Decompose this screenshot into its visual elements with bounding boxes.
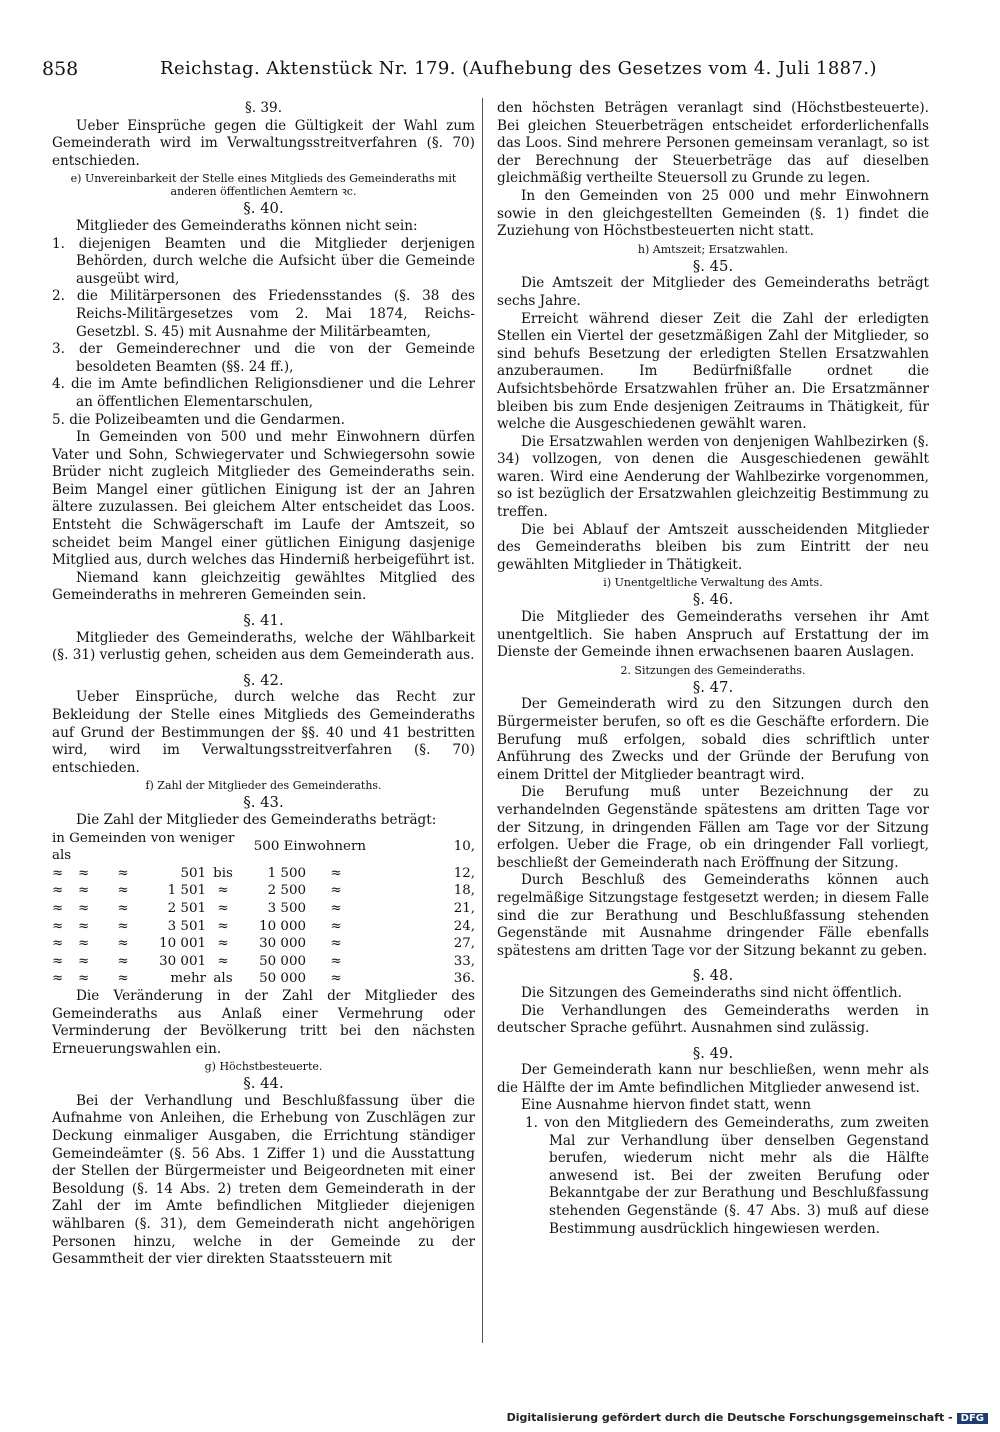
section-39-text: Ueber Einsprüche gegen die Gültigkeit der Wahl zum Gemeinderath wird im Verwaltungsstreitverfahren (§. 70) entschieden. (52, 117, 475, 169)
section-41-text: Mitglieder des Gemeinderaths, welche der Wählbarkeit (§. 31) verlustig gehen, scheiden aus dem Gemeinderath aus. (52, 629, 475, 664)
section-48-paragraph: Die Sitzungen des Gemeinderaths sind nicht öffentlich. (521, 984, 902, 1001)
section-49-paragraph: Eine Ausnahme hiervon findet statt, wenn (521, 1097, 812, 1114)
table-cell: 33, (453, 953, 475, 969)
table-cell: ≈ (52, 918, 64, 934)
table-cell: ≈ (330, 936, 342, 952)
table-cell: ≈ (330, 918, 342, 934)
table-cell: 36. (453, 971, 475, 987)
table-row (52, 830, 475, 865)
table-cell: 500 Einwohnern (253, 839, 366, 855)
table-cell: 2 500 (267, 883, 306, 899)
subheading-2: 2. Sitzungen des Gemeinderaths. (620, 663, 806, 677)
table-cell: ≈ (330, 953, 342, 969)
table-row (52, 900, 475, 918)
table-cell: 1 501 (167, 883, 206, 899)
section-45-paragraph: Die bei Ablauf der Amtszeit ausscheidenden Mitglieder des Gemeinderaths bleiben bis zum Eintritt der neu gewählten Mitglieder in Thätigkeit. (497, 521, 929, 573)
section-47-paragraph: Durch Beschluß des Gemeinderaths können auch regelmäßige Sitzungstage festgesetzt werden; in diesem Falle sind die zur Berathung und Beschlußfassung stehenden Gegenstände mit Ausnahme dringender Fälle ebenfalls spätestens am dritten Tage vor der Sitzung bekannt zu geben. (497, 872, 929, 959)
section-45-heading: §. 45. (692, 257, 734, 275)
section-43-heading: §. 43. (243, 794, 284, 812)
subheading-e: e) Unvereinbarkeit der Stelle eines Mitglieds des Gemeinderaths mit anderen öffentlichen Aemtern ꝛc. (70, 172, 457, 199)
table-cell: ≈ (117, 883, 129, 899)
table-row (52, 865, 475, 883)
section-44-continuation: den höchsten Beträgen veranlagt sind (Höchstbesteuerte). Bei gleichen Steuerbeträgen entscheidet erforderlichenfalls das Loos. Sind mehrere Personen gemeinsam veranlagt, so ist der Berechnung der Steuerbeträge das auf dieselben gleichmäßig vertheilte Steuersoll zu Grunde zu legen. (497, 100, 929, 187)
table-cell: ≈ (52, 900, 64, 916)
table-cell: in Gemeinden von weniger als (52, 830, 235, 864)
table-cell: ≈ (117, 936, 129, 952)
table-cell: 3 501 (167, 918, 206, 934)
table-row (52, 953, 475, 971)
section-40-item: 1. diejenigen Beamten und die Mitglieder derjenigen Behörden, durch welche die Aufsicht über die Gemeinde ausgeübt wird, (52, 235, 475, 287)
section-47-paragraph: Der Gemeinderath wird zu den Sitzungen durch den Bürgermeister berufen, so oft es die Geschäfte erfordern. Die Berufung muß erfolgen, sobald dies schriftlich unter Anführung des Zwecks und der Gründe der Berufung von einem Drittel der Mitglieder beantragt wird. (497, 696, 929, 783)
table-cell: ≈ (217, 883, 229, 899)
section-49-item: 1. von den Mitgliedern des Gemeinderaths, zum zweiten Mal zur Verhandlung über denselben Gegenstand berufen, wiederum nicht mehr als die Hälfte anwesend ist. Bei der zweiten Berufung oder Bekanntgabe der zur Berathung und Beschlußfassung stehenden Gegenstände (§. 47 Abs. 3) muß auf diese Bestimmung ausdrücklich hingewiesen werden. (525, 1115, 929, 1237)
left-column (52, 100, 475, 1269)
table-cell: ≈ (78, 971, 90, 987)
subheading-g: g) Höchstbesteuerte. (204, 1060, 323, 1074)
table-cell: 10 000 (259, 918, 306, 934)
section-40-item: 5. die Polizeibeamten und die Gendarmen. (52, 411, 345, 428)
table-cell: als (213, 971, 233, 987)
table-cell: ≈ (78, 953, 90, 969)
section-40-heading: §. 40. (243, 200, 284, 218)
table-cell: ≈ (117, 918, 129, 934)
section-43-intro: Die Zahl der Mitglieder des Gemeinderaths beträgt: (76, 811, 437, 828)
table-cell: 27, (453, 936, 475, 952)
table-cell: mehr (170, 971, 206, 987)
section-49-heading: §. 49. (692, 1044, 734, 1062)
table-row (52, 970, 475, 988)
section-42-text: Ueber Einsprüche, durch welche das Recht zur Bekleidung der Stelle eines Mitglieds des Gemeinderaths auf Grund der Bestimmungen der §§. 40 und 41 bestritten wird, wird im Verwaltungsstreitverfahren (§. 70) entschieden. (52, 689, 475, 776)
section-46-heading: §. 46. (692, 591, 734, 609)
section-42-heading: §. 42. (243, 671, 284, 689)
running-title: Reichstag. Aktenstück Nr. 179. (Aufhebung des Gesetzes vom 4. Juli 1887.) (160, 58, 877, 79)
table-cell: 24, (453, 918, 475, 934)
table-cell: ≈ (117, 971, 129, 987)
table-cell: ≈ (330, 900, 342, 916)
section-40-paragraph: In Gemeinden von 500 und mehr Einwohnern dürfen Vater und Sohn, Schwiegervater und Schwiegersohn sowie Brüder nicht zugleich Mitglieder des Gemeinderaths sein. Beim Mangel einer gütlichen Einigung ist der an Jahren ältere zuzulassen. Bei gleichem Alter entscheidet das Loos. Entsteht die Schwägerschaft im Laufe der Amtszeit, so scheidet beim Mangel einer gütlichen Einigung dasjenige Mitglied aus, durch welches das Hinderniß herbeigeführt ist. (52, 429, 475, 569)
section-44-heading: §. 44. (243, 1075, 284, 1093)
right-column (497, 100, 929, 1238)
section-45-paragraph: Erreicht während dieser Zeit die Zahl der erledigten Stellen ein Viertel der gesetzmäßigen Zahl der Mitglieder, so sind behufs Besetzung der erledigten Stellen Ersatzwahlen anzuberaumen. Im Bedürfnißfalle ordnet die Aufsichtsbehörde Ersatzwahlen früher an. Die Ersatzmänner bleiben bis zum Ende desjenigen Zeitraums in Thätigkeit, für welche die Ausgeschiedenen gewählt waren. (497, 310, 929, 433)
table-cell: ≈ (52, 865, 64, 881)
table-cell: ≈ (52, 953, 64, 969)
section-43-paragraph: Die Veränderung in der Zahl der Mitglieder des Gemeinderaths aus Anlaß einer Vermehrung oder Verminderung der Bevölkerung tritt bei den nächsten Erneuerungswahlen ein. (52, 987, 475, 1057)
table-cell: 1 500 (267, 865, 306, 881)
page-number: 858 (42, 58, 79, 80)
table-cell: ≈ (78, 918, 90, 934)
section-40-intro: Mitglieder des Gemeinderaths können nicht sein: (76, 217, 418, 234)
section-47-heading: §. 47. (692, 678, 734, 696)
section-40-item: 4. die im Amte befindlichen Religionsdiener und die Lehrer an öffentlichen Elementarschulen, (52, 376, 475, 410)
section-40-paragraph: Niemand kann gleichzeitig gewähltes Mitglied des Gemeinderaths in mehreren Gemeinden sein. (52, 569, 475, 604)
table-cell: 18, (453, 883, 475, 899)
subheading-f: f) Zahl der Mitglieder des Gemeinderaths. (145, 779, 382, 793)
table-cell: ≈ (78, 865, 90, 881)
section-41-heading: §. 41. (243, 612, 284, 630)
table-cell: ≈ (330, 865, 342, 881)
table-cell: 10 001 (159, 936, 206, 952)
table-cell: 3 500 (267, 900, 306, 916)
table-cell: ≈ (330, 971, 342, 987)
table-row (52, 935, 475, 953)
table-cell: ≈ (117, 953, 129, 969)
table-cell: 30 001 (159, 953, 206, 969)
table-cell: 21, (453, 900, 475, 916)
table-row (52, 918, 475, 936)
table-cell: ≈ (52, 971, 64, 987)
digitization-credit (507, 1411, 988, 1424)
section-47-paragraph: Die Berufung muß unter Bezeichnung der zu verhandelnden Gegenstände spätestens am dritten Tage vor der Sitzung, in dringenden Fällen am Tage vor der Sitzung erfolgen. Ueber die Frage, ob ein dringender Fall vorliegt, beschließt der Gemeinderath nach Eröffnung der Sitzung. (497, 784, 929, 871)
table-cell: ≈ (217, 936, 229, 952)
table-cell: 50 000 (259, 971, 306, 987)
section-49-paragraph: Der Gemeinderath kann nur beschließen, wenn mehr als die Hälfte der im Amte befindlichen Mitglieder anwesend ist. (497, 1062, 929, 1096)
section-39-heading: §. 39. (244, 100, 283, 116)
subheading-h: h) Amtszeit; Ersatzwahlen. (637, 242, 789, 256)
table-cell: 12, (453, 865, 475, 881)
table-cell: ≈ (52, 936, 64, 952)
section-44-paragraph: In den Gemeinden von 25 000 und mehr Einwohnern sowie in den gleichgestellten Gemeinden (§. 1) findet die Zuziehung von Höchstbesteuerten nicht statt. (497, 187, 929, 240)
table-row (52, 882, 475, 900)
section-40-item: 3. der Gemeinderechner und die von der Gemeinde besoldeten Beamten (§§. 24 ff.), (52, 341, 475, 375)
section-48-paragraph: Die Verhandlungen des Gemeinderaths werden in deutscher Sprache geführt. Ausnahmen sind zulässig. (497, 1002, 929, 1037)
section-45-paragraph: Die Ersatzwahlen werden von denjenigen Wahlbezirken (§. 34) vollzogen, von denen die Ausgeschiedenen gewählt waren. Wird eine Aenderung der Wahlbezirke vorgenommen, so ist bezüglich der Ersatzwahlen gleichzeitig Bestimmung zu treffen. (497, 433, 929, 521)
column-divider (482, 98, 483, 1343)
table-cell: ≈ (78, 936, 90, 952)
table-cell: ≈ (330, 883, 342, 899)
table-cell: ≈ (217, 918, 229, 934)
section-48-heading: §. 48. (692, 967, 734, 985)
table-cell: 30 000 (259, 936, 306, 952)
table-cell: ≈ (117, 900, 129, 916)
table-cell: ≈ (78, 900, 90, 916)
page-header (38, 50, 877, 90)
table-cell: 501 (180, 865, 206, 881)
table-cell: ≈ (117, 865, 129, 881)
credit-text: Digitalisierung gefördert durch die Deutsche Forschungsgemeinschaft - (506, 1411, 953, 1424)
section-45-paragraph: Die Amtszeit der Mitglieder des Gemeinderaths beträgt sechs Jahre. (497, 275, 929, 309)
population-table (52, 830, 475, 988)
subheading-i: i) Unentgeltliche Verwaltung des Amts. (603, 576, 823, 590)
table-cell: ≈ (217, 953, 229, 969)
section-44-text: Bei der Verhandlung und Beschlußfassung über die Aufnahme von Anleihen, die Erhebung von Zuschlägen zur Deckung einmaliger Ausgaben, die Errichtung ständiger Gemeindeämter (§. 56 Abs. 1 Ziffer 1) und die Ausstattung der Stellen der Bürgermeister und Beigeordneten mit einer Besoldung (§. 14 Abs. 2) treten dem Gemeinderath in der Zahl der im Amte befindlichen Mitglieder diejenigen wählbaren (§. 31), dem Gemeinderath nicht angehörigen Personen hinzu, welche in der Gemeinde zu der Gesammtheit der vier direkten Staatssteuern mit (52, 1092, 475, 1268)
section-40-item: 2. die Militärpersonen des Friedensstandes (§. 38 des Reichs-Militärgesetzes vom 2. Mai 1874, Reichs-Gesetzbl. S. 45) mit Ausnahme der Militärbeamten, (52, 288, 475, 340)
table-cell: bis (213, 865, 233, 881)
table-cell: 10, (453, 839, 475, 855)
table-cell: ≈ (217, 900, 229, 916)
table-cell: ≈ (52, 883, 64, 899)
table-cell: 50 000 (259, 953, 306, 969)
table-cell: ≈ (78, 883, 90, 899)
section-46-text: Die Mitglieder des Gemeinderaths versehen ihr Amt unentgeltlich. Sie haben Anspruch auf Erstattung der im Dienste der Gemeinde ihnen erwachsenen baaren Auslagen. (497, 609, 929, 661)
table-cell: 2 501 (167, 900, 206, 916)
dfg-logo: DFG (957, 1413, 988, 1424)
